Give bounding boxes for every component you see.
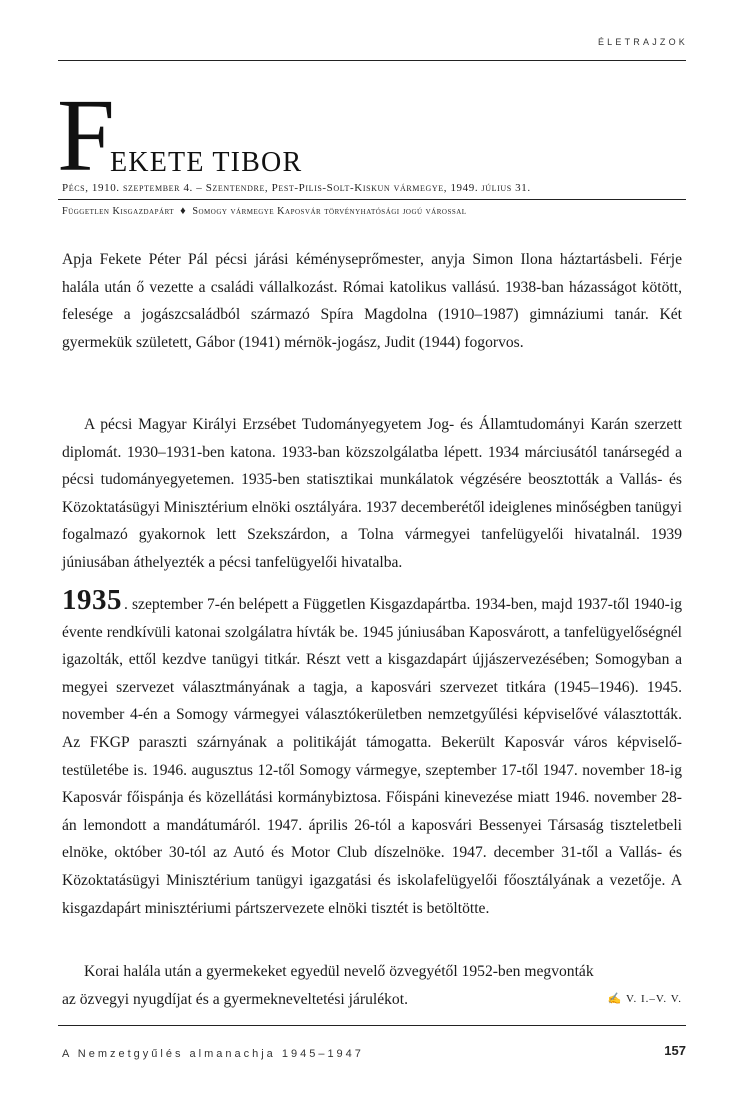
district-name: Somogy vármegye Kaposvár törvényhatósági jogú várossal [192,206,467,217]
page-number: 157 [664,1043,686,1058]
title-rule [58,199,686,200]
paragraph-text: A pécsi Magyar Királyi Erzsébet Tudományegyetem Jog- és Államtudományi Karán szerzett diplomát. 1930–1931-ben katona. 1933-ban közszolgálatba lépett. 1934 márciusától tanársegéd a pécsi tudományegyetemen. 1935-ben statisztikai munkálatok végzésére beosztották a Vallás- és Közoktatásügyi Minisztérium elnöki osztályára. 1937 decemberétől ideiglenes minőségben tanügyi fogalmazó gyakornok lett Szekszárdon, a Tolna vármegyei tanfelügyelői hivatalnál. 1939 júniusában áthelyezték a pécsi tanfelügyelői hivatalba. [62,416,682,571]
diamond-separator-icon: ♦ [180,205,187,217]
biography-paragraph-3 [62,584,682,922]
affiliation-line [62,205,467,217]
paragraph-text: . szeptember 7-én belépett a Független Kisgazdapártba. 1934-ben, majd 1937-től 1940-ig évente rendkívüli katonai szolgálatra hívták be. 1945 júniusában Kaposvárott, a tanfelügyelőségnél igazolták, ettől kezdve tanügyi titkár. Részt vett a kisgazdapárt újjászervezésében; Somogyban a megyei szervezet választmányának a tagja, a kaposvári szervezet titkára (1945–1946). 1945. november 4-én a Somogy vármegyei választókerületben nemzetgyűlési képviselővé választották. Az FKGP paraszti szárnyának a politikáját támogatta. Bekerült Kaposvár város képviselő-testületébe is. 1946. augusztus 12-től Somogy vármegye, szeptember 17-től 1947. november 18-ig Kaposvár főispánja és közellátási kormánybiztosa. Főispáni kinevezése miatt 1946. november 28-án lemondott a mandátumáról. 1947. április 26-tól a kaposvári Bessenyei Társaság tiszteletbeli elnöke, október 30-tól az Autó és Motor Club díszelnöke. 1947. december 31-től a Vallás- és Közoktatásügyi Minisztérium tanügyi igazgatási és iskolafelügyelői főosztályának a vezetője. A kisgazdapárt minisztériumi pártszervezete elnöki tisztét is betöltötte. [62,596,682,917]
author-signature: ✍ V. I.–V. V. [607,992,682,1005]
biography-paragraph-1 [62,246,682,356]
party-name: Független Kisgazdapárt [62,206,175,217]
page-title: EKETE TIBOR [110,147,303,178]
title-drop-cap: F [57,78,115,193]
header-rule [58,60,686,61]
birth-death-line: Pécs, 1910. szeptember 4. – Szentendre, Pest-Pilis-Solt-Kiskun vármegye, 1949. július 31. [62,182,531,194]
footer-book-title: A Nemzetgyűlés almanachja 1945–1947 [62,1048,364,1060]
paragraph-line: az özvegyi nyugdíjat és a gyermekneveltetési járulékot. [62,990,408,1008]
footer-rule [58,1025,686,1026]
biography-paragraph-4 [62,958,682,1013]
biography-paragraph-2 [62,411,682,577]
paragraph-text: Apja Fekete Péter Pál pécsi járási kéményseprőmester, anyja Simon Ilona háztartásbeli. Férje halála után ő vezette a családi vállalkozást. Római katolikus vallású. 1938-ban házasságot kötött, felesége a jogászcsaládból származó Spíra Magdolna (1910–1987) gimnáziumi tanár. Két gyermekük született, Gábor (1941) mérnök-jogász, Judit (1944) fogorvos. [62,251,682,351]
paragraph-line: Korai halála után a gyermekeket egyedül nevelő özvegyétől 1952-ben megvonták [84,963,594,980]
running-head: ÉLETRAJZOK [597,37,688,47]
year-marker: 1935 [62,584,122,616]
